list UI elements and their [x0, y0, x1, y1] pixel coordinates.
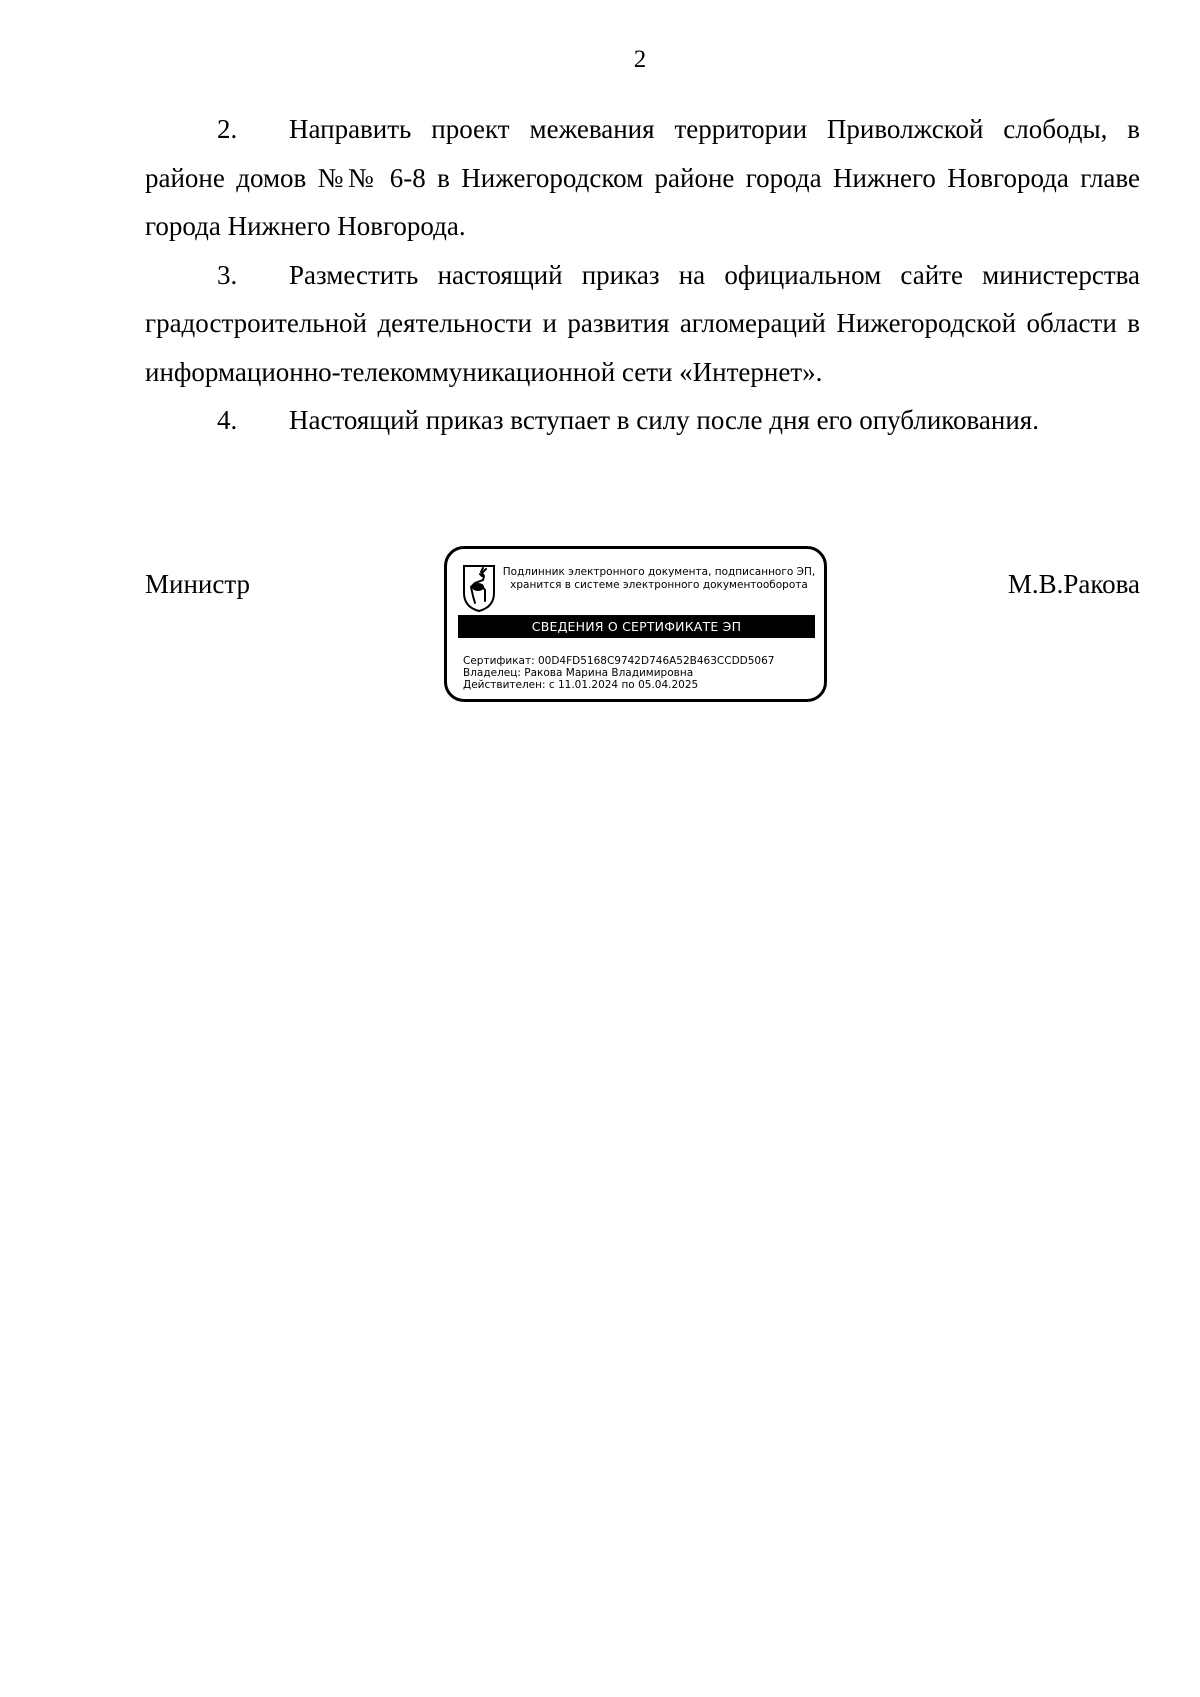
- stamp-details: [463, 655, 774, 691]
- stamp-header: [499, 566, 819, 592]
- stamp-header-line: хранится в системе электронного документооборота: [510, 579, 808, 591]
- nizhny-novgorod-deer-emblem-icon: [461, 563, 497, 613]
- signer-role: Министр: [145, 569, 250, 599]
- clause-4: [145, 396, 1140, 445]
- certificate-number: Сертификат: 00D4FD5168C9742D746A52B463CCDD5067: [463, 655, 775, 667]
- page-number: 2: [633, 46, 647, 73]
- clause-text: Настоящий приказ вступает в силу после дня его опубликования.: [289, 405, 1039, 435]
- stamp-title-bar: СВЕДЕНИЯ О СЕРТИФИКАТЕ ЭП: [458, 615, 815, 638]
- clause-number: 4.: [217, 405, 238, 435]
- clause-number: 2.: [217, 114, 238, 144]
- signer-name: М.В.Ракова: [1007, 569, 1140, 599]
- clause-text: Направить проект межевания территории Приволжской слободы, в районе домов №№ 6-8 в Нижегородском районе города Нижнего Новгорода главе города Нижнего Новгорода.: [145, 114, 1140, 241]
- certificate-validity: Действителен: с 11.01.2024 по 05.04.2025: [463, 679, 699, 691]
- certificate-owner: Владелец: Ракова Марина Владимировна: [463, 667, 694, 679]
- clause-2: [145, 105, 1140, 251]
- clause-text: Разместить настоящий приказ на официальном сайте министерства градостроительной деятельности и развития агломераций Нижегородской области в информационно-телекоммуникационной сети «Интернет».: [145, 259, 1140, 387]
- signature-block: [145, 545, 1140, 717]
- stamp-header-line: Подлинник электронного документа, подписанного ЭП,: [502, 566, 816, 578]
- clause-3: [145, 251, 1140, 397]
- clause-number: 3.: [217, 259, 238, 290]
- order-clauses: [145, 105, 1140, 445]
- electronic-signature-stamp: [444, 546, 827, 702]
